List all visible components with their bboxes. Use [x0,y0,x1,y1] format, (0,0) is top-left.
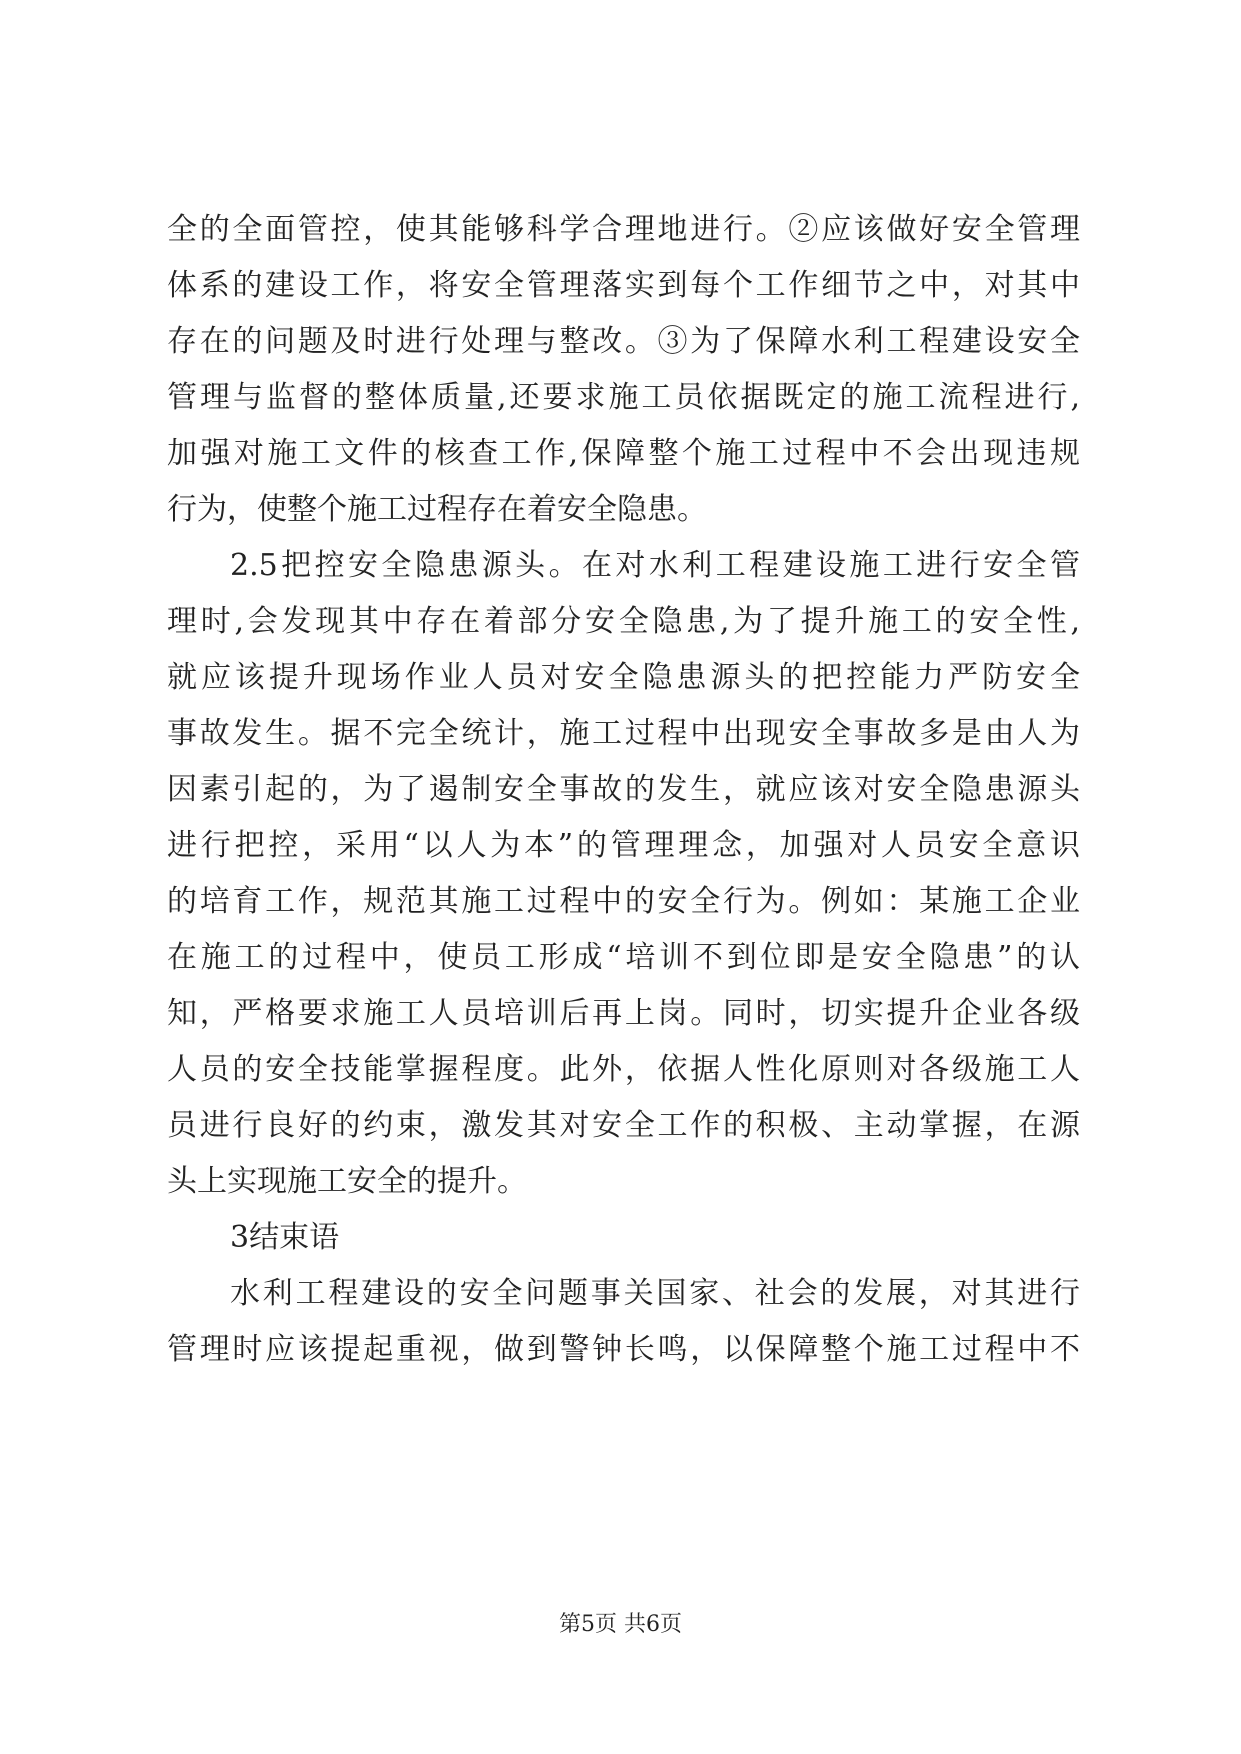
body-line: 知，严格要求施工人员培训后再上岗。同时，切实提升企业各级 [167,996,1080,1031]
body-line: 的培育工作，规范其施工过程中的安全行为。例如：某施工企业 [167,884,1080,919]
section-2-5-line: 2.5把控安全隐患源头。在对水利工程建设施工进行安全管 [230,548,1080,583]
page-number-footer: 第5页 共6页 [559,1612,682,1637]
section-heading-conclusion: 3结束语 [230,1220,340,1255]
body-line: 人员的安全技能掌握程度。此外，依据人性化原则对各级施工人 [167,1052,1080,1087]
body-line: 全的全面管控，使其能够科学合理地进行。②应该做好安全管理 [167,212,1080,247]
body-line: 管理时应该提起重视，做到警钟长鸣，以保障整个施工过程中不 [167,1332,1080,1367]
body-line-last: 头上实现施工安全的提升。 [167,1164,527,1199]
body-line: 管理与监督的整体质量,还要求施工员依据既定的施工流程进行, [167,380,1080,415]
body-line: 事故发生。据不完全统计，施工过程中出现安全事故多是由人为 [167,716,1080,751]
body-line: 进行把控，采用“以人为本”的管理理念，加强对人员安全意识 [167,828,1080,863]
body-line: 加强对施工文件的核查工作,保障整个施工过程中不会出现违规 [167,436,1080,471]
body-line-last: 行为，使整个施工过程存在着安全隐患。 [167,492,707,527]
body-line: 理时,会发现其中存在着部分安全隐患,为了提升施工的安全性, [167,604,1080,639]
body-line: 体系的建设工作，将安全管理落实到每个工作细节之中，对其中 [167,268,1080,303]
body-line: 员进行良好的约束，激发其对安全工作的积极、主动掌握，在源 [167,1108,1080,1143]
body-line: 在施工的过程中，使员工形成“培训不到位即是安全隐患”的认 [167,940,1080,975]
body-line: 就应该提升现场作业人员对安全隐患源头的把控能力严防安全 [167,660,1080,695]
conclusion-first-line: 水利工程建设的安全问题事关国家、社会的发展，对其进行 [230,1276,1080,1311]
body-line: 存在的问题及时进行处理与整改。③为了保障水利工程建设安全 [167,324,1080,359]
body-line: 因素引起的，为了遏制安全事故的发生，就应该对安全隐患源头 [167,772,1080,807]
